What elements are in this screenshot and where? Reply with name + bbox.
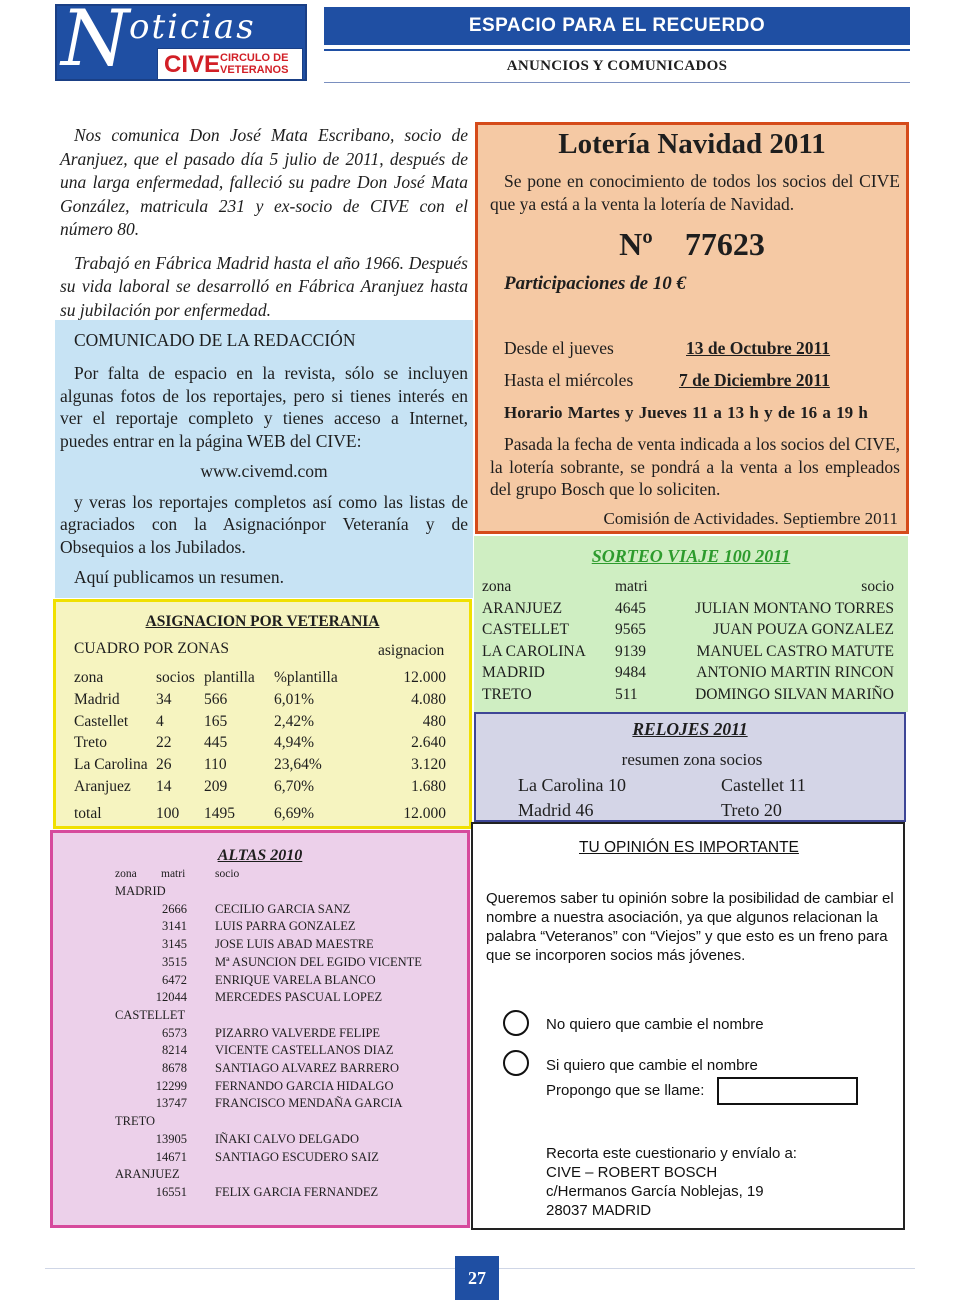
return-address-line1: CIVE – ROBERT BOSCH xyxy=(546,1164,718,1181)
new-member-matri: 3515 xyxy=(162,954,187,969)
allocation-cell-socios: 22 xyxy=(156,734,172,752)
allocation-cell-plantilla: 110 xyxy=(204,756,227,774)
editorial-url[interactable]: www.civemd.com xyxy=(200,461,328,481)
allocation-cell-plantilla: 165 xyxy=(204,712,228,730)
allocation-total-plantilla: 1495 xyxy=(204,804,235,822)
allocation-cell-socios: 14 xyxy=(156,778,172,795)
allocation-total-pct: 6,69% xyxy=(274,804,315,822)
logo-cive-box xyxy=(157,48,303,80)
option-no-label: No quiero que cambie el nombre xyxy=(546,1016,764,1033)
trip-draw-box xyxy=(474,536,908,712)
new-member-name: CECILIO GARCIA SANZ xyxy=(215,901,351,916)
allocation-cell-asig: 2.640 xyxy=(411,734,446,752)
watches-item: Treto 20 xyxy=(721,800,782,820)
allocation-cell-asig: 1.680 xyxy=(411,778,446,795)
lottery-number-label: Nº xyxy=(619,226,653,262)
watches-item: La Carolina 10 xyxy=(518,775,626,795)
propose-name-input[interactable] xyxy=(717,1077,858,1105)
new-member-matri: 3141 xyxy=(162,919,187,934)
allocation-label: asignacion xyxy=(378,642,445,659)
new-member-name: LUIS PARRA GONZALEZ xyxy=(215,919,356,934)
logo-letter: N xyxy=(61,4,130,81)
new-member-matri: 12299 xyxy=(155,1078,187,1093)
logo-circulo-line1: CIRCULO DE xyxy=(220,52,289,64)
trip-draw-cell-zona: TRETO xyxy=(482,686,532,703)
allocation-header-zona: zona xyxy=(74,669,104,686)
lottery-number-value: 77623 xyxy=(684,226,765,262)
obituary-paragraph-2: Trabajó en Fábrica Madrid hasta el año 1966. Después su vida laboral se desarrolló en Fábrica Aranjuez hasta su jubilación por enfermedad. xyxy=(60,252,468,320)
watches-title: RELOJES 2011 xyxy=(632,719,748,739)
allocation-cell-zona: La Carolina xyxy=(74,756,148,774)
lottery-from-label: Desde el jueves xyxy=(504,338,614,358)
trip-draw-cell-matri: 511 xyxy=(615,686,638,703)
new-members-zone: CASTELLET xyxy=(115,1007,186,1022)
watches-box xyxy=(474,712,906,822)
trip-draw-cell-zona: MADRID xyxy=(482,664,545,682)
allocation-cell-socios: 26 xyxy=(156,756,172,774)
new-members-box xyxy=(50,830,470,1228)
survey-title: TU OPINIÓN ES IMPORTANTE xyxy=(579,839,799,856)
watches-subtitle: resumen zona socios xyxy=(621,750,763,769)
allocation-cell-pct: 4,94% xyxy=(274,734,315,752)
lottery-to-date: 7 de Diciembre 2011 xyxy=(679,370,830,390)
new-members-header-socio: socio xyxy=(215,868,240,880)
lottery-participations: Participaciones de 10 € xyxy=(504,273,687,294)
trip-draw-cell-zona: CASTELLET xyxy=(482,621,569,639)
allocation-cell-zona: Aranjuez xyxy=(74,778,131,795)
section-banner: ESPACIO PARA EL RECUERDO xyxy=(324,7,910,45)
allocation-subtitle: CUADRO POR ZONAS xyxy=(74,640,230,657)
lottery-number xyxy=(478,226,906,263)
option-si-label: Si quiero que cambie el nombre xyxy=(546,1057,758,1074)
allocation-header-pct: %plantilla xyxy=(274,669,338,686)
logo-word: oticias xyxy=(129,7,256,47)
trip-draw-header-zona: zona xyxy=(482,578,512,595)
trip-draw-header-socio: socio xyxy=(861,578,894,595)
new-member-name: FELIX GARCIA FERNANDEZ xyxy=(215,1184,379,1199)
new-member-name: MERCEDES PASCUAL LOPEZ xyxy=(215,990,383,1005)
allocation-header-plantilla: plantilla xyxy=(204,669,255,686)
logo-circulo-line2: VETERANOS xyxy=(220,63,289,76)
allocation-cell-plantilla: 209 xyxy=(204,778,228,795)
trip-draw-cell-matri: 4645 xyxy=(615,599,646,617)
obituary-paragraph-1: Nos comunica Don José Mata Escribano, socio de Aranjuez, que el pasado día 5 julio de 2011, después de una larga enfermedad, falleció su padre Don José Mata González, matricula 231 y ex-socio de CIVE con el número 80. xyxy=(60,125,468,239)
new-member-name: JOSE LUIS ABAD MAESTRE xyxy=(215,937,374,952)
new-members-header-matri: matri xyxy=(161,868,186,880)
allocation-header-asig: 12.000 xyxy=(403,669,446,686)
lottery-leftover-note: Pasada la fecha de venta indicada a los socios del CIVE, la lotería sobrante, se pondrá a la venta a los empleados del grupo Bosch que lo soliciten. xyxy=(490,434,900,499)
new-members-zone: MADRID xyxy=(115,884,166,898)
new-member-matri: 16551 xyxy=(155,1184,187,1199)
new-member-matri: 13747 xyxy=(155,1096,187,1111)
section-subtitle: ANUNCIOS Y COMUNICADOS xyxy=(506,58,728,74)
banner-divider xyxy=(324,49,910,51)
trip-draw-header-matri: matri xyxy=(615,578,648,595)
trip-draw-cell-zona: LA CAROLINA xyxy=(482,642,586,660)
editorial-paragraph-1: Por falta de espacio en la revista, sólo se incluyen algunas fotos de los reportajes, pero si tienes interés en ver el reportaje completo y tienes acceso a Internet, puedes entrar en la página WEB del CIVE: xyxy=(60,363,468,451)
new-member-name: FERNANDO GARCIA HIDALGO xyxy=(215,1078,394,1093)
new-member-matri: 8214 xyxy=(162,1043,187,1058)
allocation-title: ASIGNACION POR VETERANIA xyxy=(145,613,380,630)
trip-draw-cell-socio: DOMINGO SILVAN MARIÑO xyxy=(695,686,894,703)
survey-question: Queremos saber tu opinión sobre la posibilidad de cambiar el nombre a nuestra asociación, ya que algunos relacionan la palabra “Veteranos” con “Viejos” y que esto es un freno para que se incorporen socios más jóvenes. xyxy=(486,890,894,964)
trip-draw-cell-matri: 9484 xyxy=(615,664,646,682)
allocation-cell-zona: Treto xyxy=(74,734,108,752)
magazine-logo xyxy=(55,4,307,81)
lottery-box xyxy=(475,122,909,534)
new-member-name: IÑAKI CALVO DELGADO xyxy=(215,1131,359,1146)
allocation-cell-pct: 23,64% xyxy=(274,756,322,774)
allocation-total-asig: 12.000 xyxy=(403,804,446,822)
allocation-cell-pct: 6,70% xyxy=(274,778,315,795)
option-no-radio[interactable] xyxy=(503,1010,529,1036)
allocation-cell-asig: 4.080 xyxy=(411,690,446,708)
new-member-name: Mª ASUNCION DEL EGIDO VICENTE xyxy=(215,954,422,969)
return-address-line3: 28037 MADRID xyxy=(546,1202,652,1219)
subtitle-divider xyxy=(324,82,910,83)
new-members-zone: TRETO xyxy=(115,1114,156,1129)
trip-draw-cell-socio: JULIAN MONTANO TORRES xyxy=(695,599,894,617)
lottery-intro: Se pone en conocimiento de todos los socios del CIVE que ya está a la venta la lotería de Navidad. xyxy=(490,171,900,214)
new-members-zone: ARANJUEZ xyxy=(115,1167,180,1182)
allocation-total-zona: total xyxy=(74,804,102,822)
allocation-cell-zona: Madrid xyxy=(74,690,120,708)
new-members-title: ALTAS 2010 xyxy=(217,847,303,864)
allocation-cell-zona: Castellet xyxy=(74,712,129,730)
allocation-cell-plantilla: 445 xyxy=(204,734,228,752)
watches-item: Madrid 46 xyxy=(518,800,594,820)
allocation-cell-plantilla: 566 xyxy=(204,690,228,708)
editorial-title: COMUNICADO DE LA REDACCIÓN xyxy=(74,330,356,350)
page-number: 27 xyxy=(455,1256,499,1300)
veterania-allocation-box xyxy=(53,599,472,829)
trip-draw-title: SORTEO VIAJE 100 2011 xyxy=(591,546,791,566)
new-member-name: VICENTE CASTELLANOS DIAZ xyxy=(215,1043,394,1058)
new-member-matri: 12044 xyxy=(155,990,187,1005)
editorial-notice xyxy=(55,320,473,598)
option-si-radio[interactable] xyxy=(503,1050,529,1076)
new-member-name: ENRIQUE VARELA BLANCO xyxy=(215,972,376,987)
new-member-matri: 8678 xyxy=(162,1061,187,1075)
obituary-notice xyxy=(60,124,468,322)
new-member-name: SANTIAGO ALVAREZ BARRERO xyxy=(215,1061,400,1075)
new-member-name: PIZARRO VALVERDE FELIPE xyxy=(215,1025,381,1040)
trip-draw-cell-socio: MANUEL CASTRO MATUTE xyxy=(696,642,894,660)
trip-draw-cell-socio: ANTONIO MARTIN RINCON xyxy=(696,664,894,682)
new-member-matri: 2666 xyxy=(162,901,187,916)
allocation-header-socios: socios xyxy=(156,669,195,686)
lottery-to-label: Hasta el miércoles xyxy=(504,370,634,390)
new-members-header-zona: zona xyxy=(115,868,137,880)
allocation-total-socios: 100 xyxy=(156,804,180,822)
watches-item: Castellet 11 xyxy=(721,775,806,795)
new-member-matri: 6472 xyxy=(162,972,187,987)
lottery-signature: Comisión de Actividades. Septiembre 2011 xyxy=(603,509,898,528)
logo-circulo xyxy=(220,53,288,76)
editorial-paragraph-2: y veras los reportajes completos así como las listas de agraciados con la Asignaciónpor Veteranía y de Obsequios a los Jubilados. xyxy=(60,491,468,557)
allocation-cell-asig: 480 xyxy=(422,712,446,730)
allocation-cell-pct: 2,42% xyxy=(274,712,315,730)
editorial-body xyxy=(55,362,473,589)
return-address-line2: c/Hermanos García Noblejas, 19 xyxy=(546,1183,764,1200)
new-member-matri: 3145 xyxy=(162,937,187,952)
trip-draw-cell-zona: ARANJUEZ xyxy=(482,599,563,617)
lottery-title: Lotería Navidad 2011 xyxy=(558,128,826,160)
new-member-name: SANTIAGO ESCUDERO SAIZ xyxy=(215,1149,379,1164)
new-member-matri: 13905 xyxy=(155,1131,187,1146)
allocation-cell-socios: 34 xyxy=(156,690,172,708)
trip-draw-cell-matri: 9565 xyxy=(615,621,646,639)
new-member-name: FRANCISCO MENDAÑA GARCIA xyxy=(215,1096,403,1111)
new-member-matri: 14671 xyxy=(155,1149,187,1164)
logo-cive: CIVE xyxy=(164,51,221,78)
allocation-cell-asig: 3.120 xyxy=(411,756,446,774)
lottery-from-date: 13 de Octubre 2011 xyxy=(686,338,831,358)
opinion-survey-box xyxy=(471,822,905,1230)
allocation-cell-socios: 4 xyxy=(156,712,164,730)
editorial-paragraph-3: Aquí publicamos un resumen. xyxy=(74,567,284,587)
return-instructions: Recorta este cuestionario y envíalo a: xyxy=(546,1145,797,1162)
allocation-cell-pct: 6,01% xyxy=(274,690,315,708)
propose-name-label: Propongo que se llame: xyxy=(546,1082,705,1099)
trip-draw-cell-socio: JUAN POUZA GONZALEZ xyxy=(713,621,894,639)
lottery-schedule: Horario Martes y Jueves 11 a 13 h y de 16 a 19 h xyxy=(504,403,868,422)
trip-draw-cell-matri: 9139 xyxy=(615,642,646,660)
new-member-matri: 6573 xyxy=(162,1025,187,1040)
